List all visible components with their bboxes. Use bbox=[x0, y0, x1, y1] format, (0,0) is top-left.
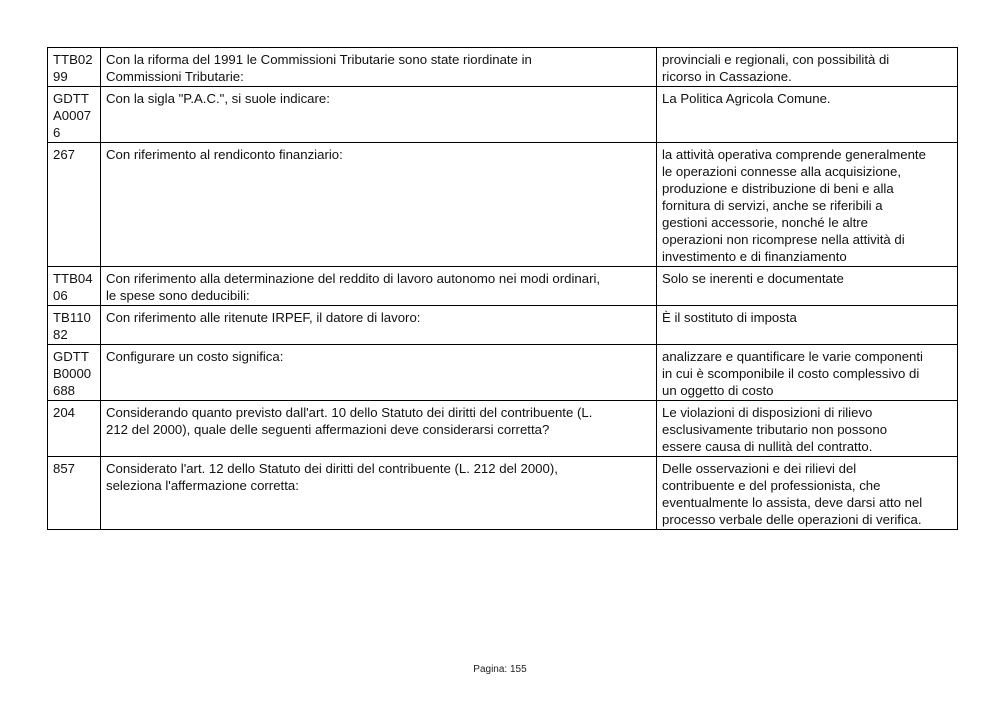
question-code-cell: 204 bbox=[48, 401, 101, 457]
table-body bbox=[48, 48, 958, 530]
answer-text-cell: La Politica Agricola Comune. bbox=[657, 87, 958, 143]
question-code-cell: TB110 82 bbox=[48, 306, 101, 345]
question-answer-table bbox=[47, 47, 958, 530]
table-row bbox=[48, 401, 958, 457]
table-row bbox=[48, 267, 958, 306]
table-row bbox=[48, 457, 958, 530]
table-row bbox=[48, 143, 958, 267]
question-text-cell: Con riferimento alle ritenute IRPEF, il datore di lavoro: bbox=[101, 306, 657, 345]
question-code-cell: GDTT B0000 688 bbox=[48, 345, 101, 401]
table-row bbox=[48, 306, 958, 345]
question-code-cell: GDTT A0007 6 bbox=[48, 87, 101, 143]
question-text-cell: Con riferimento al rendiconto finanziario: bbox=[101, 143, 657, 267]
question-code-cell: TTB02 99 bbox=[48, 48, 101, 87]
answer-text-cell: Solo se inerenti e documentate bbox=[657, 267, 958, 306]
answer-text-cell: provinciali e regionali, con possibilità di ricorso in Cassazione. bbox=[657, 48, 958, 87]
answer-text-cell: la attività operativa comprende generalmente le operazioni connesse alla acquisizione, produzione e distribuzione di beni e alla fornitura di servizi, anche se riferibili a gestioni accessorie, nonché le altre operazioni non ricomprese nella attività di investimento e di finanziamento bbox=[657, 143, 958, 267]
question-code-cell: 857 bbox=[48, 457, 101, 530]
question-code-cell: TTB04 06 bbox=[48, 267, 101, 306]
table-row bbox=[48, 87, 958, 143]
answer-text-cell: analizzare e quantificare le varie componenti in cui è scomponibile il costo complessivo di un oggetto di costo bbox=[657, 345, 958, 401]
question-text-cell: Configurare un costo significa: bbox=[101, 345, 657, 401]
page-number: Pagina: 155 bbox=[473, 664, 527, 675]
question-text-cell: Con riferimento alla determinazione del reddito di lavoro autonomo nei modi ordinari, le spese sono deducibili: bbox=[101, 267, 657, 306]
question-code-cell: 267 bbox=[48, 143, 101, 267]
question-text-cell: Con la riforma del 1991 le Commissioni Tributarie sono state riordinate in Commissioni Tributarie: bbox=[101, 48, 657, 87]
answer-text-cell: Le violazioni di disposizioni di rilievo esclusivamente tributario non possono essere causa di nullità del contratto. bbox=[657, 401, 958, 457]
question-text-cell: Con la sigla "P.A.C.", si suole indicare: bbox=[101, 87, 657, 143]
table-row bbox=[48, 345, 958, 401]
question-text-cell: Considerato l'art. 12 dello Statuto dei diritti del contribuente (L. 212 del 2000), seleziona l'affermazione corretta: bbox=[101, 457, 657, 530]
answer-text-cell: È il sostituto di imposta bbox=[657, 306, 958, 345]
table-row bbox=[48, 48, 958, 87]
question-text-cell: Considerando quanto previsto dall'art. 10 dello Statuto dei diritti del contribuente (L. 212 del 2000), quale delle seguenti affermazioni deve considerarsi corretta? bbox=[101, 401, 657, 457]
answer-text-cell: Delle osservazioni e dei rilievi del contribuente e del professionista, che eventualmente lo assista, deve darsi atto nel processo verbale delle operazioni di verifica. bbox=[657, 457, 958, 530]
